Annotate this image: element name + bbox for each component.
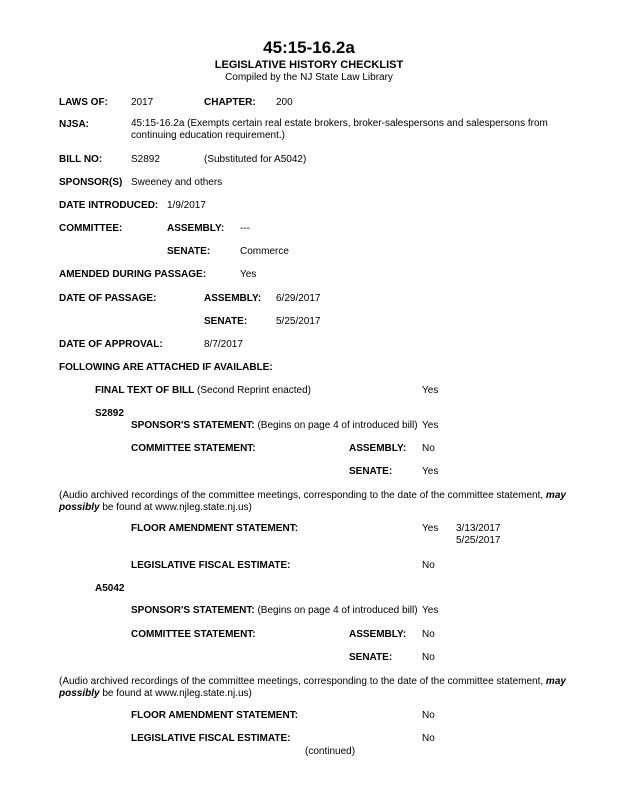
a5042-senate-label: SENATE: [349,652,393,663]
s2892-senate-label: SENATE: [349,466,393,477]
s2892-assembly-value: No [422,443,435,454]
final-text-note: (Second Reprint enacted) [197,385,312,396]
s2892-fiscal-label: LEGISLATIVE FISCAL ESTIMATE: [131,560,291,571]
committee-label: COMMITTEE: [59,223,123,234]
s2892-senate-value: Yes [422,466,439,477]
date-introduced-label: DATE INTRODUCED: [59,200,159,211]
s2892-fiscal-value: No [422,560,435,571]
amended-value: Yes [240,269,257,280]
a5042-fiscal-label: LEGISLATIVE FISCAL ESTIMATE: [131,733,291,744]
s2892-audio-note: (Audio archived recordings of the committee meetings, corresponding to the date of the committee statement, may possibly be found at www.njleg.state.nj.us) [59,490,566,513]
bill-no-label: BILL NO: [59,154,103,165]
compiled-by: Compiled by the NJ State Law Library [225,72,393,83]
committee-assembly-label: ASSEMBLY: [167,223,225,234]
a5042-sponsor-row [131,605,418,617]
date-of-approval-label: DATE OF APPROVAL: [59,339,163,350]
laws-of-label: LAWS OF: [59,97,108,108]
a5042-assembly-value: No [422,629,435,640]
a5042-audio-note: (Audio archived recordings of the committee meetings, corresponding to the date of the committee statement, may possibly be found at www.njleg.state.nj.us) [59,676,566,699]
date-of-passage-label: DATE OF PASSAGE: [59,293,157,304]
committee-senate-label: SENATE: [167,246,211,257]
a5042-sponsor-value: Yes [422,605,439,616]
s2892-floor-label: FLOOR AMENDMENT STATEMENT: [131,523,299,534]
page-subtitle: LEGISLATIVE HISTORY CHECKLIST [214,59,404,71]
s2892-floor-date-1: 3/13/2017 [456,523,501,534]
s2892-sponsor-value: Yes [422,420,439,431]
s2892-bill-heading: S2892 [95,408,124,419]
s2892-floor-date-2: 5/25/2017 [456,535,501,546]
passage-assembly-value: 6/29/2017 [276,293,321,304]
chapter-value: 200 [276,97,293,108]
bill-no-value: S2892 [131,154,160,165]
committee-senate-value: Commerce [240,246,289,257]
final-text-row [95,385,311,397]
s2892-committee-label: COMMITTEE STATEMENT: [131,443,256,454]
a5042-sponsor-label: SPONSOR'S STATEMENT: [131,605,255,616]
njsa-value: 45:15-16.2a (Exempts certain real estate brokers, broker-salespersons and salespersons from continuing education requirement.) [131,118,548,141]
sponsor-label: SPONSOR(S) [59,177,123,188]
a5042-bill-heading: A5042 [95,583,125,594]
date-introduced-value: 1/9/2017 [167,200,206,211]
chapter-label: CHAPTER: [204,97,256,108]
laws-of-value: 2017 [131,97,154,108]
sponsor-value: Sweeney and others [131,177,223,188]
page-title: 45:15-16.2a [263,38,355,57]
s2892-sponsor-label: SPONSOR'S STATEMENT: [131,420,255,431]
date-of-approval-value: 8/7/2017 [204,339,243,350]
continued-note: (continued) [305,746,356,757]
s2892-floor-value: Yes [422,523,439,534]
attached-heading: FOLLOWING ARE ATTACHED IF AVAILABLE: [59,362,273,373]
bill-no-note: (Substituted for A5042) [204,154,307,165]
amended-label: AMENDED DURING PASSAGE: [59,269,207,280]
final-text-value: Yes [422,385,439,396]
committee-assembly-value: --- [240,223,250,234]
a5042-sponsor-note: (Begins on page 4 of introduced bill) [257,605,418,616]
a5042-assembly-label: ASSEMBLY: [349,629,407,640]
s2892-sponsor-row [131,420,418,432]
njsa-label: NJSA: [59,119,90,130]
a5042-committee-label: COMMITTEE STATEMENT: [131,629,256,640]
final-text-label: FINAL TEXT OF BILL [95,385,195,396]
a5042-floor-label: FLOOR AMENDMENT STATEMENT: [131,710,299,721]
a5042-senate-value: No [422,652,435,663]
s2892-assembly-label: ASSEMBLY: [349,443,407,454]
passage-assembly-label: ASSEMBLY: [204,293,262,304]
a5042-floor-value: No [422,710,435,721]
passage-senate-label: SENATE: [204,316,248,327]
passage-senate-value: 5/25/2017 [276,316,321,327]
a5042-fiscal-value: No [422,733,435,744]
s2892-sponsor-note: (Begins on page 4 of introduced bill) [257,420,418,431]
